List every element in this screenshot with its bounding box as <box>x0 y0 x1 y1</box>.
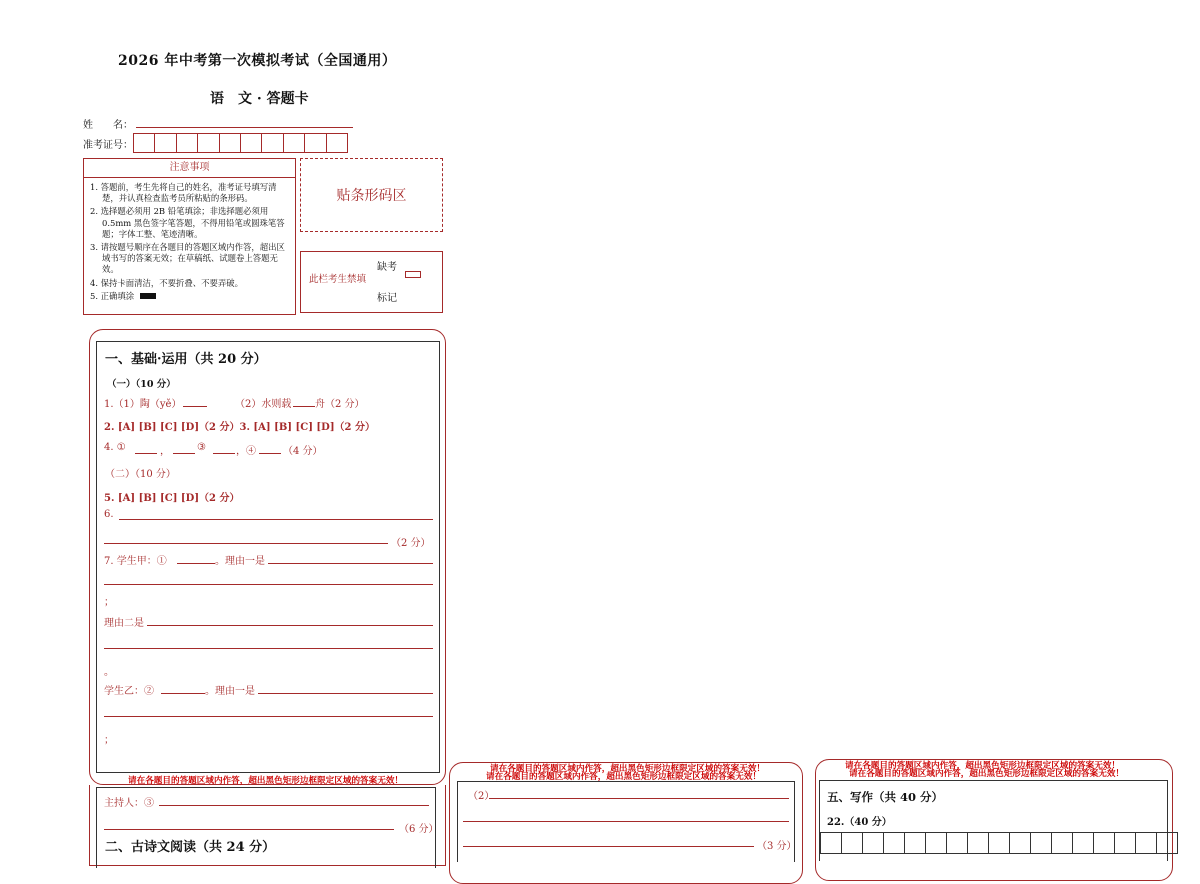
q4-mark-3: ③ <box>197 442 206 453</box>
essay-grid-cell[interactable] <box>904 832 926 854</box>
essay-grid-cell[interactable] <box>1135 832 1157 854</box>
barcode-label: 贴条形码区 <box>336 188 407 204</box>
section1-title: 一、基础·运用（共 20 分） <box>105 352 267 367</box>
essay-grid-cell[interactable] <box>1114 832 1136 854</box>
essay-grid-cell[interactable] <box>841 832 863 854</box>
notice-item: 2. 选择题必须用 2B 铅笔填涂；非选择题必须用 0.5mm 黑色签字笔答题，不得用铅笔或圆珠笔答题；字体工整、笔迹清晰。 <box>90 206 285 239</box>
essay-grid-cell[interactable] <box>862 832 884 854</box>
notice-item-filling <box>88 291 291 302</box>
q7-semicolon: ； <box>104 597 114 608</box>
q4-blank-2[interactable] <box>173 453 195 454</box>
essay-grid[interactable] <box>821 832 1178 854</box>
q7-reason2-line[interactable] <box>147 625 433 626</box>
exam-id-digit-box[interactable] <box>326 133 348 153</box>
q1-label: 1.（1）陶（yě） <box>104 399 182 410</box>
name-label: 姓 名： <box>83 120 133 131</box>
q7-a-blank[interactable] <box>177 563 215 564</box>
q5-options[interactable]: 5. [A] [B] [C] [D]（2 分） <box>104 493 240 504</box>
q4-blank-3[interactable] <box>213 453 235 454</box>
barcode-area <box>300 158 443 232</box>
section1-answer-area <box>96 341 440 773</box>
q6-line-2[interactable] <box>104 543 388 544</box>
essay-grid-cell[interactable] <box>820 832 842 854</box>
notice-item: 3. 请按题号顺序在各题目的答题区域内作答，超出区域书写的答案无效；在草稿纸、试题卷上答题无效。 <box>90 242 285 275</box>
exam-id-digit-box[interactable] <box>176 133 198 153</box>
essay-grid-cell[interactable] <box>988 832 1010 854</box>
essay-grid-cell[interactable] <box>883 832 905 854</box>
q7-a-reason1-line[interactable] <box>268 563 433 564</box>
q4-blank-4[interactable] <box>259 453 281 454</box>
q22-label: 22.（40 分） <box>827 817 892 828</box>
exam-id-digit-box[interactable] <box>133 133 155 153</box>
q1-1-blank[interactable] <box>183 406 207 407</box>
notice-box <box>83 158 296 315</box>
exam-id-digit-box[interactable] <box>240 133 262 153</box>
exam-id-digit-box[interactable] <box>304 133 326 153</box>
host-line-2[interactable] <box>104 829 394 830</box>
column3-warning-2: 请在各题目的答题区域内作答，超出黑色矩形边框限定区域的答案无效！ <box>849 769 1125 779</box>
q1-2-blank[interactable] <box>293 406 315 407</box>
q2-q3-options[interactable]: 2. [A] [B] [C] [D]（2 分）3. [A] [B] [C] [D]（2 分） <box>104 422 375 433</box>
q1-2-suffix: 舟（2 分） <box>315 399 365 410</box>
column2-warning-2: 请在各题目的答题区域内作答，超出黑色矩形边框限定区域的答案无效！ <box>486 772 762 782</box>
exam-id-digit-box[interactable] <box>197 133 219 153</box>
essay-grid-cell[interactable] <box>925 832 947 854</box>
absent-text-1: 缺考 <box>377 262 397 273</box>
exam-id-digit-box[interactable] <box>219 133 241 153</box>
col2-line-2[interactable] <box>463 821 789 822</box>
absent-checkbox[interactable] <box>405 271 421 278</box>
section2-title: 二、古诗文阅读（共 24 分） <box>105 840 276 855</box>
q7-period: 。 <box>104 667 114 678</box>
q7-a-reason1-label: 。理由一是 <box>215 556 265 567</box>
column1-warning: 请在各题目的答题区域内作答，超出黑色矩形边框限定区域的答案无效！ <box>128 776 404 786</box>
q4-blank-1[interactable] <box>135 453 157 454</box>
host-score: （6 分） <box>399 824 439 835</box>
q4-mark-4: ，④ <box>236 446 256 457</box>
host-line-1[interactable] <box>159 805 429 806</box>
q7-student-a-label: 7. 学生甲：① <box>104 556 167 567</box>
exam-id-label: 准考证号： <box>83 140 133 151</box>
part2-heading: （二）（10 分） <box>105 469 176 480</box>
name-field[interactable] <box>136 127 353 128</box>
q7-reason2-line-2[interactable] <box>104 648 433 649</box>
col2-line-3[interactable] <box>463 846 754 847</box>
absent-mark-box <box>300 251 443 313</box>
q6-label: 6. <box>104 509 114 520</box>
notice-filling-label: 5. 正确填涂 <box>90 290 135 301</box>
notice-item: 4. 保持卡面清洁，不要折叠、不要弄破。 <box>90 277 244 288</box>
exam-id-digit-box[interactable] <box>261 133 283 153</box>
essay-grid-cell[interactable] <box>1030 832 1052 854</box>
essay-grid-cell[interactable] <box>967 832 989 854</box>
q6-score: （2 分） <box>391 538 431 549</box>
q1-2-label: （2）水则载 <box>235 399 292 410</box>
section1-cont-area <box>96 787 439 868</box>
column3-warning-1: 请在各题目的答题区域内作答，超出黑色矩形边框限定区域的答案无效！ <box>845 761 1121 771</box>
exam-id-boxes[interactable] <box>134 133 348 153</box>
q7-b-semicolon: ； <box>104 735 114 746</box>
q6-line-1[interactable] <box>119 519 433 520</box>
col2-score: （3 分） <box>757 841 797 852</box>
column2-warning-1: 请在各题目的答题区域内作答，超出黑色矩形边框限定区域的答案无效！ <box>490 764 766 774</box>
notice-item: 1. 答题前，考生先将自己的姓名，准考证号填写清楚，并认真检查监考员所粘贴的条形码。 <box>90 182 277 204</box>
q7-student-b-label: 学生乙：② <box>104 686 154 697</box>
absent-text-2: 标记 <box>377 293 397 304</box>
section5-title: 五、写作（共 40 分） <box>827 790 944 804</box>
essay-grid-cell[interactable] <box>1051 832 1073 854</box>
q4-comma: ， <box>160 446 170 457</box>
q7-b-line-2[interactable] <box>104 716 433 717</box>
col2-line-1[interactable] <box>489 798 789 799</box>
host-label: 主持人：③ <box>104 798 154 809</box>
essay-grid-cell[interactable] <box>1093 832 1115 854</box>
absent-box-label: 此栏考生禁填 <box>309 274 367 285</box>
q4-score: （4 分） <box>283 446 323 457</box>
exam-title: 2026 年中考第一次模拟考试（全国通用） <box>118 53 397 69</box>
exam-id-digit-box[interactable] <box>154 133 176 153</box>
q7-b-blank[interactable] <box>161 693 205 694</box>
essay-grid-cell[interactable] <box>1009 832 1031 854</box>
q7-b-reason1-label: 。理由一是 <box>205 686 255 697</box>
answer-sheet-subtitle: 语 文 · 答题卡 <box>210 91 309 107</box>
column2-answer-area <box>457 781 795 862</box>
notice-heading: 注意事项 <box>84 159 295 178</box>
essay-grid-cell[interactable] <box>1156 832 1178 854</box>
q7-reason2-label: 理由二是 <box>104 618 144 629</box>
filled-mark-example <box>140 293 156 299</box>
exam-id-digit-box[interactable] <box>283 133 305 153</box>
essay-grid-cell[interactable] <box>946 832 968 854</box>
q4-label: 4. ① <box>104 442 126 453</box>
q7-a-line-2[interactable] <box>104 584 433 585</box>
q7-b-reason1-line[interactable] <box>258 693 433 694</box>
part1-heading: （一）（10 分） <box>107 379 176 390</box>
essay-grid-cell[interactable] <box>1072 832 1094 854</box>
col2-q-label: （2） <box>468 791 495 802</box>
